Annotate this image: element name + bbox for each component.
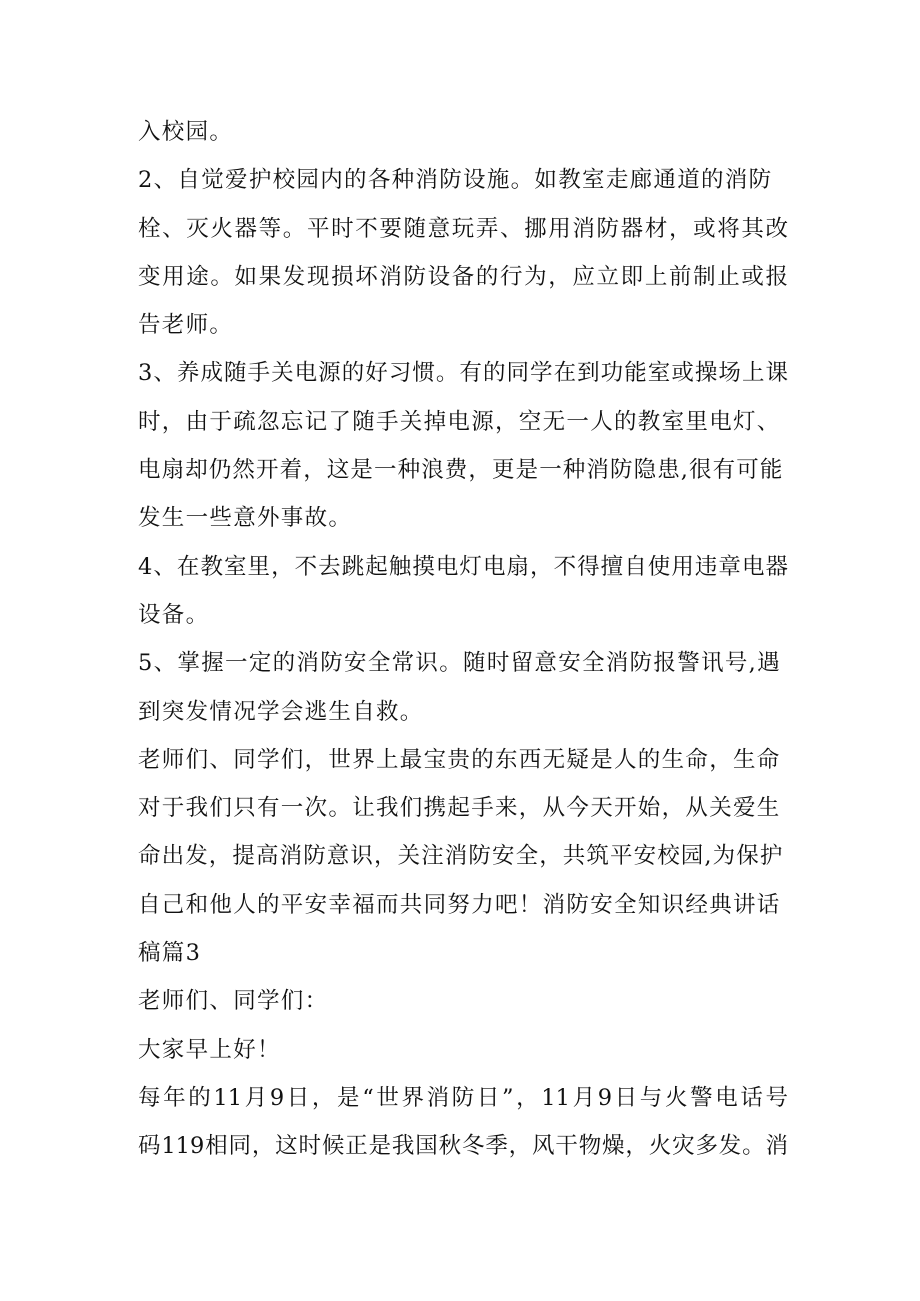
- text-line: 发生一些意外事故。: [138, 505, 353, 532]
- text-line: 告老师。: [138, 312, 234, 339]
- text-line: 老师们、同学们，世界上最宝贵的东西无疑是人的生命，生命: [138, 746, 781, 773]
- text-line: 到突发情况学会逃生自救。: [138, 698, 424, 725]
- text-line: 大家早上好！: [138, 1036, 281, 1063]
- text-line: 3、养成随手关电源的好习惯。有的同学在到功能室或操场上课: [138, 360, 788, 387]
- text-line: 2、自觉爱护校园内的各种消防设施。如教室走廊通道的消防: [138, 167, 773, 194]
- text-line: 码119相同，这时候正是我国秋冬季，风干物燥，火灾多发。消: [138, 1133, 788, 1160]
- text-line: 对于我们只有一次。让我们携起手来，从今天开始，从关爱生: [138, 795, 781, 822]
- text-line: 稿篇3: [138, 940, 202, 967]
- text-line: 栓、灭火器等。平时不要随意玩弄、挪用消防器材，或将其改: [138, 215, 788, 242]
- text-line: 入校园。: [138, 119, 234, 145]
- document-body: [138, 108, 788, 1171]
- text-line: 5、掌握一定的消防安全常识。随时留意安全消防报警讯号,遇: [138, 650, 781, 677]
- text-line: 老师们、同学们：: [138, 988, 329, 1015]
- text-line: 自己和他人的平安幸福而共同努力吧！消防安全知识经典讲话: [138, 891, 781, 918]
- text-line: 设备。: [138, 601, 210, 628]
- text-line: 时，由于疏忽忘记了随手关掉电源，空无一人的教室里电灯、: [138, 408, 781, 435]
- text-line: 每年的11月9日，是“世界消防日”，11月9日与火警电话号: [138, 1084, 788, 1111]
- text-line: 命出发，提高消防意识，关注消防安全，共筑平安校园,为保护: [138, 843, 784, 870]
- text-line: 4、在教室里，不去跳起触摸电灯电扇，不得擅自使用违章电器: [138, 553, 788, 580]
- text-line: 变用途。如果发现损坏消防设备的行为，应立即上前制止或报: [138, 263, 788, 290]
- text-line: 电扇却仍然开着，这是一种浪费，更是一种消防隐患,很有可能: [138, 457, 784, 484]
